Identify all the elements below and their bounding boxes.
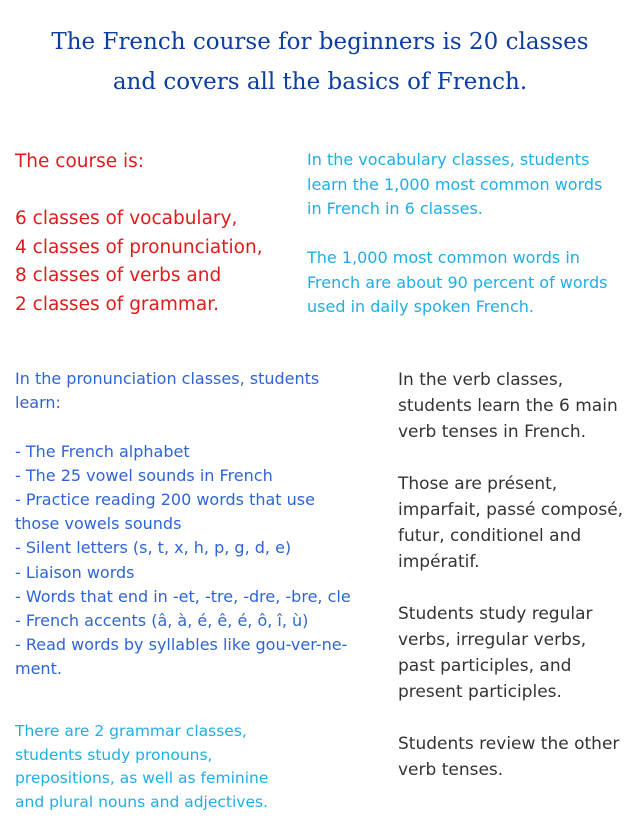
verbs-text-line: futur, conditionel and bbox=[398, 526, 582, 546]
verbs-text-line: impératif. bbox=[398, 552, 480, 572]
pronunciation-list-item: - Practice reading 200 words that use bbox=[15, 490, 315, 509]
pronunciation-list-item: - Silent letters (s, t, x, h, p, g, d, e) bbox=[15, 538, 292, 558]
verbs-text-line: Students study regular bbox=[398, 604, 593, 624]
pronunciation-list-item: - The 25 vowel sounds in French bbox=[15, 465, 273, 485]
verbs-text-line: imparfait, passé composé, bbox=[398, 500, 624, 520]
verbs-text-line: Students review the other bbox=[398, 734, 620, 754]
verbs-text-line: Those are présent, bbox=[398, 474, 558, 494]
page-title bbox=[0, 22, 640, 102]
course-heading: The course is: bbox=[15, 151, 145, 172]
title-line: and covers all the basics of French. bbox=[112, 69, 528, 95]
spacer bbox=[15, 177, 263, 206]
course-item: 2 classes of grammar. bbox=[15, 293, 220, 315]
vocabulary-text-line: used in daily spoken French. bbox=[307, 297, 534, 316]
pronunciation-section bbox=[15, 367, 351, 682]
spacer bbox=[15, 415, 351, 439]
spacer bbox=[398, 445, 623, 471]
grammar-text-line: There are 2 grammar classes, bbox=[15, 722, 247, 740]
grammar-section bbox=[15, 720, 268, 814]
verbs-section bbox=[398, 367, 623, 783]
vocabulary-text-line: The 1,000 most common words in bbox=[307, 248, 580, 267]
course-item: 6 classes of vocabulary, bbox=[15, 208, 238, 229]
verbs-text-line: verb tenses. bbox=[398, 760, 504, 780]
pronunciation-list-item: - Liaison words bbox=[15, 562, 135, 582]
course-item: 8 classes of verbs and bbox=[15, 265, 222, 286]
vocabulary-text-line: learn the 1,000 most common words bbox=[307, 174, 603, 194]
verbs-text-line: present participles. bbox=[398, 682, 562, 702]
verbs-text-line: past participles, and bbox=[398, 656, 572, 676]
pronunciation-list-item: - The French alphabet bbox=[15, 441, 190, 461]
pronunciation-list-item: - French accents (â, à, é, ê, é, ô, î, ù) bbox=[15, 611, 309, 631]
vocabulary-text-line: In the vocabulary classes, students bbox=[307, 150, 590, 169]
verbs-text-line: In the verb classes, bbox=[398, 370, 564, 390]
spacer bbox=[398, 705, 623, 731]
pronunciation-intro-line: In the pronunciation classes, students bbox=[15, 369, 320, 388]
course-summary bbox=[15, 148, 263, 319]
pronunciation-intro-line: learn: bbox=[15, 393, 61, 413]
pronunciation-list-item: ment. bbox=[15, 659, 62, 679]
grammar-text-line: students study pronouns, bbox=[15, 745, 213, 764]
pronunciation-list-item: - Read words by syllables like gou-ver-ne- bbox=[15, 635, 348, 655]
grammar-text-line: and plural nouns and adjectives. bbox=[15, 792, 269, 811]
verbs-text-line: verb tenses in French. bbox=[398, 422, 586, 442]
grammar-text-line: prepositions, as well as feminine bbox=[15, 769, 269, 787]
pronunciation-list-item: - Words that end in -et, -tre, -dre, -bre, cle bbox=[15, 586, 351, 606]
spacer bbox=[398, 575, 623, 601]
spacer bbox=[307, 222, 607, 247]
title-line: The French course for beginners is 20 classes bbox=[51, 29, 589, 55]
verbs-text-line: students learn the 6 main bbox=[398, 396, 618, 416]
course-item: 4 classes of pronunciation, bbox=[15, 236, 263, 258]
vocabulary-text-line: French are about 90 percent of words bbox=[307, 272, 608, 292]
vocabulary-text-line: in French in 6 classes. bbox=[307, 199, 483, 218]
pronunciation-list-item: those vowels sounds bbox=[15, 514, 182, 534]
verbs-text-line: verbs, irregular verbs, bbox=[398, 630, 587, 650]
vocabulary-section bbox=[307, 148, 607, 320]
